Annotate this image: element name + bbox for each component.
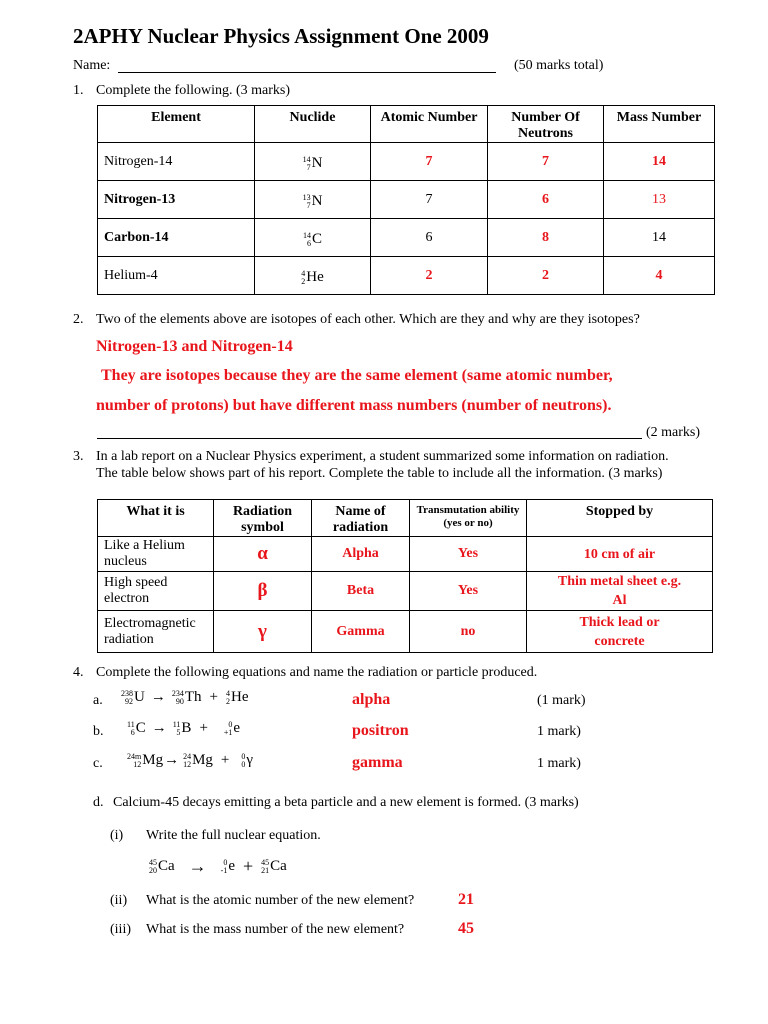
q1-number: 1.: [73, 83, 84, 98]
nuclide-symbol: 13 7 N: [302, 192, 323, 210]
transmutation-ability: no: [410, 611, 527, 653]
table-row: [98, 257, 715, 295]
q4a-answer: alpha: [352, 691, 391, 708]
equation-d: [149, 856, 287, 877]
radiation-name: Alpha: [312, 537, 410, 572]
equation-b: [127, 720, 240, 737]
radiation-symbol: γ: [214, 611, 312, 653]
q4d-ii-label: (ii): [110, 893, 128, 908]
element-name: Nitrogen-14: [98, 143, 255, 181]
element-name: Helium-4: [98, 257, 255, 295]
element-name: Nitrogen-13: [98, 181, 255, 219]
nuclide-symbol: 14 7 N: [302, 154, 323, 172]
radiation-table-header: [98, 500, 713, 537]
q1-prompt: Complete the following. (3 marks): [96, 83, 291, 98]
q2-answer-line-2: They are isotopes because they are the same element (same atomic number,: [101, 367, 613, 384]
radiation-name: Gamma: [312, 611, 410, 653]
table-row: [98, 572, 713, 611]
col-transmutation: Transmutation ability (yes or no): [410, 500, 527, 537]
q3-line-1: In a lab report on a Nuclear Physics experiment, a student summarized some information on radiation.: [96, 449, 669, 464]
q2-prompt: Two of the elements above are isotopes of each other. Which are they and why are they isotopes?: [96, 312, 640, 327]
q4c-marks: 1 mark): [537, 756, 581, 771]
q4a-marks: (1 mark): [537, 693, 586, 708]
q4d-iii-text: What is the mass number of the new element?: [146, 922, 405, 937]
q4b-answer: positron: [352, 722, 409, 739]
total-marks: (50 marks total): [514, 58, 604, 73]
stopped-by: 10 cm of air: [527, 537, 713, 572]
table-row: [98, 611, 713, 653]
arrow-icon: →: [188, 856, 207, 876]
nuclide-symbol: 14 6 C: [302, 230, 322, 248]
mass-number: 14: [604, 219, 715, 257]
q2-marks: (2 marks): [646, 425, 701, 440]
q4c-answer: gamma: [352, 754, 403, 771]
table-row: [98, 181, 715, 219]
q2-answer-line-3: number of protons) but have different mass numbers (number of neutrons).: [96, 397, 612, 414]
stopped-by: Thin metal sheet e.g. Al: [527, 572, 713, 611]
table-row: [98, 219, 715, 257]
q4-prompt: Complete the following equations and name the radiation or particle produced.: [96, 665, 538, 680]
plus-sign: +: [243, 856, 254, 876]
q4d-ii-text: What is the atomic number of the new element?: [146, 893, 415, 908]
nuclide-table: [97, 105, 715, 295]
col-radiation-name: Name of radiation: [312, 500, 410, 537]
nuclide-symbol: 11 6 C: [127, 719, 146, 737]
table-row: [98, 143, 715, 181]
radiation-symbol: α: [214, 537, 312, 572]
nuclide-symbol: 234 90 Th: [171, 688, 202, 706]
radiation-description: Electromagnetic radiation: [98, 611, 214, 653]
neutron-count: 7: [488, 143, 604, 181]
nuclide-symbol: 45 21 Ca: [261, 857, 287, 875]
q4d-label: d.: [93, 795, 104, 810]
col-what-it-is: What it is: [98, 500, 214, 537]
atomic-number: 7: [371, 143, 488, 181]
q4d-i-text: Write the full nuclear equation.: [146, 828, 321, 843]
name-label: Name:: [73, 58, 111, 73]
atomic-number: 7: [371, 181, 488, 219]
plus-sign: +: [209, 689, 218, 705]
mass-number: 13: [604, 181, 715, 219]
atomic-number: 2: [371, 257, 488, 295]
mass-number: 14: [604, 143, 715, 181]
neutron-count: 6: [488, 181, 604, 219]
nuclide-symbol: 24m 12 Mg: [127, 751, 164, 769]
col-nuclide: Nuclide: [255, 106, 371, 143]
arrow-icon: →: [151, 720, 167, 736]
q4-number: 4.: [73, 665, 84, 680]
equation-a: [121, 689, 248, 706]
nuclide-symbol: 24 12 Mg: [183, 751, 213, 769]
col-atomic-number: Atomic Number: [371, 106, 488, 143]
nuclide-symbol: 0 +1 e: [223, 719, 241, 737]
q3-number: 3.: [73, 449, 84, 464]
neutron-count: 8: [488, 219, 604, 257]
stopped-by: Thick lead or concrete: [527, 611, 713, 653]
table-row: [98, 537, 713, 572]
nuclide-symbol: 0 0 γ: [241, 751, 254, 769]
arrow-icon: →: [164, 752, 180, 768]
col-element: Element: [98, 106, 255, 143]
q4d-iii-label: (iii): [110, 922, 131, 937]
q4d-iii-answer: 45: [458, 920, 474, 937]
atomic-number: 6: [371, 219, 488, 257]
q2-answer-line[interactable]: [97, 426, 642, 439]
radiation-description: High speed electron: [98, 572, 214, 611]
q4d-i-label: (i): [110, 828, 124, 843]
nuclide-symbol: 45 20 Ca: [149, 857, 175, 875]
nuclide-table-header: [98, 106, 715, 143]
mass-number: 4: [604, 257, 715, 295]
radiation-table: [97, 499, 713, 653]
q4a-label: a.: [93, 693, 103, 708]
nuclide-symbol: 4 2 He: [225, 688, 249, 706]
col-neutrons: Number Of Neutrons: [488, 106, 604, 143]
page-title: 2APHY Nuclear Physics Assignment One 2009: [73, 24, 489, 48]
nuclide-symbol: 11 5 B: [172, 719, 192, 737]
nuclide-symbol: 4 2 He: [301, 268, 324, 286]
radiation-name: Beta: [312, 572, 410, 611]
nuclide-symbol: 0 -1 e: [220, 857, 236, 875]
radiation-symbol: β: [214, 572, 312, 611]
q4c-label: c.: [93, 756, 103, 771]
name-field[interactable]: [118, 60, 496, 73]
q4b-label: b.: [93, 724, 104, 739]
transmutation-ability: Yes: [410, 572, 527, 611]
col-stopped-by: Stopped by: [527, 500, 713, 537]
q4d-prompt: Calcium-45 decays emitting a beta particle and a new element is formed. (3 marks): [113, 795, 579, 810]
nuclide-symbol: 238 92 U: [121, 688, 145, 706]
radiation-description: Like a Helium nucleus: [98, 537, 214, 572]
q2-answer-line-1: Nitrogen-13 and Nitrogen-14: [96, 338, 293, 355]
q3-line-2: The table below shows part of his report. Complete the table to include all the information. (3 marks): [96, 466, 663, 481]
plus-sign: +: [220, 752, 230, 768]
q4b-marks: 1 mark): [537, 724, 581, 739]
element-name: Carbon-14: [98, 219, 255, 257]
transmutation-ability: Yes: [410, 537, 527, 572]
equation-c: [127, 752, 253, 769]
q4d-ii-answer: 21: [458, 891, 474, 908]
col-mass-number: Mass Number: [604, 106, 715, 143]
q2-number: 2.: [73, 312, 84, 327]
arrow-icon: →: [150, 689, 166, 705]
neutron-count: 2: [488, 257, 604, 295]
col-radiation-symbol: Radiation symbol: [214, 500, 312, 537]
plus-sign: +: [199, 720, 208, 736]
